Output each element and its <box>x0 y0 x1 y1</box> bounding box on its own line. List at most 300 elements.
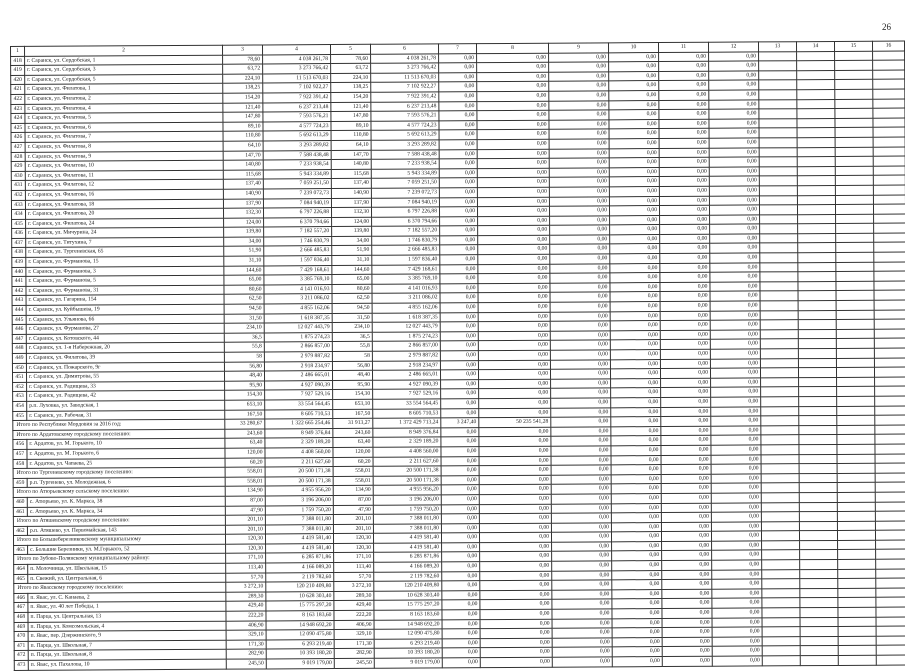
value-cell: 4 038 261,78 <box>263 54 331 64</box>
value-cell: 0,00 <box>442 590 480 600</box>
empty-cell <box>762 569 800 579</box>
value-cell: 0,00 <box>611 455 661 465</box>
empty-cell <box>875 502 905 512</box>
empty-cell <box>799 377 837 387</box>
value-cell: 10 628 303,40 <box>374 591 442 601</box>
address-cell: р.п. Луховка, ул. Заводская, 1 <box>27 400 225 411</box>
empty-cell <box>838 646 876 656</box>
empty-cell <box>799 512 837 522</box>
value-cell: 0,00 <box>551 379 611 389</box>
empty-cell <box>836 291 874 301</box>
empty-cell <box>798 300 836 310</box>
address-cell: г. Саранск, ул. Сердобская, 1 <box>25 55 223 66</box>
value-cell: 94,50 <box>224 304 264 314</box>
page-number: 26 <box>882 22 891 32</box>
value-cell: 0,00 <box>661 426 711 436</box>
value-cell: 0,00 <box>442 648 480 658</box>
empty-cell <box>835 166 873 176</box>
value-cell: 558,01 <box>333 466 373 476</box>
empty-cell <box>759 157 797 167</box>
empty-cell <box>799 464 837 474</box>
housing-program-table <box>10 41 905 671</box>
value-cell: 0,00 <box>710 349 760 359</box>
empty-cell <box>873 127 905 137</box>
empty-cell <box>836 348 874 358</box>
value-cell: 0,00 <box>711 416 761 426</box>
empty-cell <box>837 387 875 397</box>
column-number-cell: 3 <box>222 45 262 55</box>
row-number: 473 <box>14 660 28 670</box>
empty-cell <box>875 530 905 540</box>
value-cell: 8 163 183,60 <box>374 610 442 620</box>
value-cell: 138,25 <box>223 83 263 93</box>
value-cell: 7 233 938,54 <box>371 159 439 169</box>
value-cell: 0,00 <box>610 282 660 292</box>
value-cell: 0,00 <box>661 532 711 542</box>
value-cell: 147,70 <box>223 150 263 160</box>
empty-cell <box>874 281 905 291</box>
empty-cell <box>797 166 835 176</box>
empty-cell <box>761 493 799 503</box>
empty-cell <box>835 156 873 166</box>
value-cell: 0,00 <box>661 474 711 484</box>
value-cell: 60,20 <box>333 457 373 467</box>
value-cell: 0,00 <box>709 109 759 119</box>
value-cell: 31 913,27 <box>333 418 373 428</box>
value-cell: 15 775 297,20 <box>266 601 334 611</box>
value-cell: 0,00 <box>478 331 550 341</box>
value-cell: 0,00 <box>477 62 549 72</box>
empty-cell <box>761 483 799 493</box>
row-number: 469 <box>14 622 28 632</box>
value-cell: 0,00 <box>478 245 550 255</box>
value-cell: 0,00 <box>439 92 477 102</box>
value-cell: 134,90 <box>333 486 373 496</box>
value-cell: 0,00 <box>442 571 480 581</box>
empty-cell <box>761 521 799 531</box>
column-number-cell: 9 <box>548 43 608 53</box>
empty-cell <box>873 166 905 176</box>
value-cell: 120,00 <box>333 447 373 457</box>
empty-cell <box>876 569 905 579</box>
value-cell: 113,40 <box>226 563 266 573</box>
value-cell: 171,30 <box>226 640 266 650</box>
subtotal-label: Итого по Ардатовскому городскому поселению: <box>13 429 225 440</box>
value-cell: 0,00 <box>661 522 711 532</box>
value-cell: 2 666 485,83 <box>264 246 332 256</box>
value-cell: 406,90 <box>226 621 266 631</box>
value-cell: 0,00 <box>439 168 477 178</box>
value-cell: 12 090 475,80 <box>266 630 334 640</box>
value-cell: 31,10 <box>332 255 372 265</box>
value-cell: 0,00 <box>711 435 761 445</box>
value-cell: 132,30 <box>331 207 371 217</box>
value-cell: 0,00 <box>477 168 549 178</box>
value-cell: 201,10 <box>333 514 373 524</box>
value-cell: 0,00 <box>442 562 480 572</box>
value-cell: 0,00 <box>439 188 477 198</box>
value-cell: 57,70 <box>226 573 266 583</box>
value-cell: 0,00 <box>480 590 552 600</box>
value-cell: 0,00 <box>441 504 479 514</box>
value-cell: 0,00 <box>552 647 612 657</box>
value-cell: 2 918 234,97 <box>372 360 440 370</box>
empty-cell <box>836 252 874 262</box>
value-cell: 7 588 438,48 <box>263 150 331 160</box>
value-cell: 0,00 <box>611 522 661 532</box>
empty-cell <box>759 138 797 148</box>
value-cell: 0,00 <box>609 71 659 81</box>
value-cell: 0,00 <box>611 378 661 388</box>
value-cell: 95,90 <box>225 381 265 391</box>
value-cell: 0,00 <box>441 466 479 476</box>
empty-cell <box>876 588 905 598</box>
value-cell: 0,00 <box>478 283 550 293</box>
value-cell: 144,60 <box>224 266 264 276</box>
empty-cell <box>838 636 876 646</box>
value-cell: 0,00 <box>660 244 710 254</box>
value-cell: 0,00 <box>612 599 662 609</box>
empty-cell <box>875 492 905 502</box>
value-cell: 171,10 <box>226 553 266 563</box>
row-number: 436 <box>12 229 26 239</box>
empty-cell <box>800 560 838 570</box>
empty-cell <box>837 406 875 416</box>
value-cell: 0,00 <box>550 302 610 312</box>
value-cell: 0,00 <box>549 52 609 62</box>
empty-cell <box>759 99 797 109</box>
empty-cell <box>838 607 876 617</box>
value-cell: 154,20 <box>331 92 371 102</box>
empty-cell <box>799 435 837 445</box>
address-cell: п. Парца, ул. Школьная, 7 <box>28 640 226 651</box>
empty-cell <box>874 243 905 253</box>
value-cell: 58 <box>332 351 372 361</box>
empty-cell <box>760 282 798 292</box>
row-number: 455 <box>13 411 27 421</box>
address-cell: г. Саранск, ул. Радищева, 42 <box>27 391 225 402</box>
value-cell: 0,00 <box>609 196 659 206</box>
row-number: 418 <box>11 56 25 66</box>
empty-cell <box>876 578 905 588</box>
value-cell: 282,90 <box>226 649 266 659</box>
value-cell: 0,00 <box>479 504 551 514</box>
empty-cell <box>799 483 837 493</box>
value-cell: 0,00 <box>550 369 610 379</box>
empty-cell <box>797 118 835 128</box>
value-cell: 65,00 <box>332 275 372 285</box>
value-cell: 139,80 <box>332 227 372 237</box>
empty-cell <box>797 80 835 90</box>
value-cell: 0,00 <box>549 100 609 110</box>
value-cell: 87,00 <box>225 496 265 506</box>
empty-cell <box>835 176 873 186</box>
value-cell: 0,00 <box>712 550 762 560</box>
address-cell: п. Парца, ул. Центральная, 13 <box>28 611 226 622</box>
empty-cell <box>760 349 798 359</box>
value-cell: 653,10 <box>333 399 373 409</box>
value-cell: 0,00 <box>711 387 761 397</box>
value-cell: 0,00 <box>551 398 611 408</box>
value-cell: 0,00 <box>549 187 609 197</box>
value-cell: 243,60 <box>333 428 373 438</box>
value-cell: 289,30 <box>334 591 374 601</box>
value-cell: 0,00 <box>660 301 710 311</box>
value-cell: 224,10 <box>223 74 263 84</box>
value-cell: 0,00 <box>439 101 477 111</box>
empty-cell <box>874 319 905 329</box>
row-number: 449 <box>12 353 26 363</box>
address-cell: г. Ардатов, ул. М. Горького, 6 <box>27 448 225 459</box>
value-cell: 4 419 581,40 <box>374 543 442 553</box>
value-cell: 1 746 830,79 <box>372 236 440 246</box>
value-cell: 0,00 <box>441 495 479 505</box>
address-cell: г. Саранск, ул. Ульянова, 66 <box>26 314 224 325</box>
empty-cell <box>800 598 838 608</box>
value-cell: 2 329 189,20 <box>373 437 441 447</box>
address-cell: г. Саранск, ул. Гагарина, 154 <box>26 295 224 306</box>
value-cell: 0,00 <box>551 388 611 398</box>
empty-cell <box>799 396 837 406</box>
empty-cell <box>838 559 876 569</box>
empty-cell <box>798 348 836 358</box>
value-cell: 0,00 <box>479 408 551 418</box>
empty-cell <box>876 655 905 665</box>
value-cell: 0,00 <box>711 454 761 464</box>
value-cell: 1 875 274,23 <box>264 332 332 342</box>
value-cell: 0,00 <box>661 455 711 465</box>
value-cell: 78,60 <box>331 54 371 64</box>
value-cell: 8 163 183,60 <box>266 611 334 621</box>
value-cell: 63,40 <box>225 438 265 448</box>
value-cell: 140,80 <box>331 159 371 169</box>
value-cell: 0,00 <box>710 243 760 253</box>
value-cell: 329,10 <box>226 630 266 640</box>
address-cell: р.п. Тургенево, ул. Молодежная, 6 <box>27 477 225 488</box>
value-cell: 140,90 <box>223 189 263 199</box>
row-number: 454 <box>13 401 27 411</box>
subtotal-label: Итого по Республике Мордовия за 2016 год: <box>13 419 225 430</box>
empty-cell <box>762 646 800 656</box>
value-cell: 0,00 <box>550 225 610 235</box>
value-cell: 147,80 <box>331 111 371 121</box>
value-cell: 406,90 <box>334 620 374 630</box>
empty-cell <box>761 435 799 445</box>
value-cell: 0,00 <box>712 656 762 666</box>
value-cell: 120 210 409,80 <box>266 582 334 592</box>
value-cell: 0,00 <box>550 331 610 341</box>
empty-cell <box>837 425 875 435</box>
empty-cell <box>761 377 799 387</box>
row-number: 465 <box>14 574 28 584</box>
value-cell: 4 419 581,40 <box>373 533 441 543</box>
empty-cell <box>875 463 905 473</box>
address-cell: г. Саранск, ул. Пожарского, 9г <box>26 362 224 373</box>
value-cell: 0,00 <box>610 350 660 360</box>
value-cell: 20 500 171,38 <box>373 476 441 486</box>
empty-cell <box>759 166 797 176</box>
empty-cell <box>760 320 798 330</box>
value-cell: 234,10 <box>332 323 372 333</box>
value-cell: 0,00 <box>610 234 660 244</box>
value-cell: 3 211 086,02 <box>372 293 440 303</box>
value-cell: 0,00 <box>659 61 709 71</box>
value-cell: 0,00 <box>659 148 709 158</box>
row-number: 448 <box>12 344 26 354</box>
value-cell: 0,00 <box>550 292 610 302</box>
empty-cell <box>761 464 799 474</box>
empty-cell <box>876 645 905 655</box>
value-cell: 0,00 <box>712 637 762 647</box>
value-cell: 0,00 <box>711 483 761 493</box>
value-cell: 4 955 956,20 <box>265 486 333 496</box>
empty-cell <box>797 99 835 109</box>
value-cell: 558,01 <box>225 477 265 487</box>
row-number: 422 <box>11 94 25 104</box>
empty-cell <box>875 396 905 406</box>
empty-cell <box>837 454 875 464</box>
value-cell: 0,00 <box>659 90 709 100</box>
empty-cell <box>797 51 835 61</box>
empty-cell <box>873 137 905 147</box>
value-cell: 0,00 <box>440 216 478 226</box>
value-cell: 0,00 <box>659 81 709 91</box>
value-cell: 10 393 180,20 <box>374 648 442 658</box>
value-cell: 0,00 <box>609 52 659 62</box>
empty-cell <box>873 70 905 80</box>
value-cell: 0,00 <box>550 273 610 283</box>
row-number: 457 <box>13 449 27 459</box>
empty-cell <box>875 425 905 435</box>
column-number-cell: 2 <box>25 45 223 56</box>
empty-cell <box>838 626 876 636</box>
row-number: 464 <box>14 564 28 574</box>
value-cell: 0,00 <box>659 119 709 129</box>
value-cell: 0,00 <box>440 331 478 341</box>
empty-cell <box>760 214 798 224</box>
value-cell: 65,00 <box>224 275 264 285</box>
value-cell: 56,80 <box>224 362 264 372</box>
empty-cell <box>873 79 905 89</box>
value-cell: 0,00 <box>478 302 550 312</box>
empty-cell <box>797 195 835 205</box>
empty-cell <box>762 636 800 646</box>
value-cell: 0,00 <box>442 619 480 629</box>
value-cell: 0,00 <box>552 618 612 628</box>
value-cell: 2 119 782,60 <box>266 572 334 582</box>
value-cell: 0,00 <box>551 494 611 504</box>
value-cell: 171,30 <box>334 639 374 649</box>
empty-cell <box>835 204 873 214</box>
value-cell: 171,10 <box>334 553 374 563</box>
value-cell: 7 388 011,80 <box>265 524 333 534</box>
empty-cell <box>762 617 800 627</box>
value-cell: 2 979 887,82 <box>264 352 332 362</box>
empty-cell <box>835 118 873 128</box>
row-number: 453 <box>13 392 27 402</box>
empty-cell <box>874 348 905 358</box>
value-cell: 0,00 <box>612 580 662 590</box>
value-cell: 0,00 <box>660 320 710 330</box>
empty-cell <box>798 368 836 378</box>
empty-cell <box>876 549 905 559</box>
value-cell: 0,00 <box>659 157 709 167</box>
value-cell: 0,00 <box>479 456 551 466</box>
value-cell: 0,00 <box>609 62 659 72</box>
empty-cell <box>875 406 905 416</box>
value-cell: 289,30 <box>226 592 266 602</box>
value-cell: 0,00 <box>661 503 711 513</box>
empty-cell <box>798 243 836 253</box>
empty-cell <box>760 310 798 320</box>
empty-cell <box>835 80 873 90</box>
empty-cell <box>759 128 797 138</box>
value-cell: 0,00 <box>612 618 662 628</box>
empty-cell <box>799 425 837 435</box>
empty-cell <box>874 367 905 377</box>
value-cell: 0,00 <box>440 351 478 361</box>
value-cell: 0,00 <box>479 446 551 456</box>
empty-cell <box>874 223 905 233</box>
value-cell: 0,00 <box>662 551 712 561</box>
empty-cell <box>837 396 875 406</box>
value-cell: 4 141 016,93 <box>264 284 332 294</box>
column-number-cell: 4 <box>262 45 330 55</box>
empty-cell <box>799 416 837 426</box>
empty-cell <box>837 435 875 445</box>
row-number: 461 <box>13 507 27 517</box>
address-cell: г. Саранск, ул. Димитрова, 55 <box>26 371 224 382</box>
empty-cell <box>800 540 838 550</box>
address-cell: г. Саранск, ул. Филатова, 8 <box>25 141 223 152</box>
row-number: 462 <box>13 526 27 536</box>
row-number: 442 <box>12 286 26 296</box>
value-cell: 7 429 168,61 <box>372 265 440 275</box>
empty-cell <box>874 233 905 243</box>
empty-cell <box>873 89 905 99</box>
empty-cell <box>760 358 798 368</box>
empty-cell <box>800 550 838 560</box>
empty-cell <box>838 550 876 560</box>
value-cell: 0,00 <box>660 234 710 244</box>
row-number: 468 <box>14 612 28 622</box>
empty-cell <box>874 358 905 368</box>
value-cell: 89,10 <box>331 121 371 131</box>
value-cell: 0,00 <box>662 656 712 666</box>
value-cell: 0,00 <box>440 370 478 380</box>
value-cell: 87,00 <box>333 495 373 505</box>
value-cell: 0,00 <box>611 445 661 455</box>
value-cell: 0,00 <box>660 282 710 292</box>
value-cell: 4 577 724,23 <box>263 121 331 131</box>
value-cell: 36,5 <box>332 332 372 342</box>
value-cell: 0,00 <box>551 417 611 427</box>
value-cell: 0,00 <box>661 388 711 398</box>
empty-cell <box>798 272 836 282</box>
value-cell: 0,00 <box>552 580 612 590</box>
empty-cell <box>838 540 876 550</box>
value-cell: 0,00 <box>439 197 477 207</box>
empty-cell <box>876 597 905 607</box>
value-cell: 0,00 <box>609 148 659 158</box>
empty-cell <box>761 454 799 464</box>
value-cell: 0,00 <box>610 311 660 321</box>
empty-cell <box>797 89 835 99</box>
value-cell: 0,00 <box>612 647 662 657</box>
value-cell: 124,00 <box>332 217 372 227</box>
value-cell: 0,00 <box>552 542 612 552</box>
value-cell: 31,50 <box>224 314 264 324</box>
